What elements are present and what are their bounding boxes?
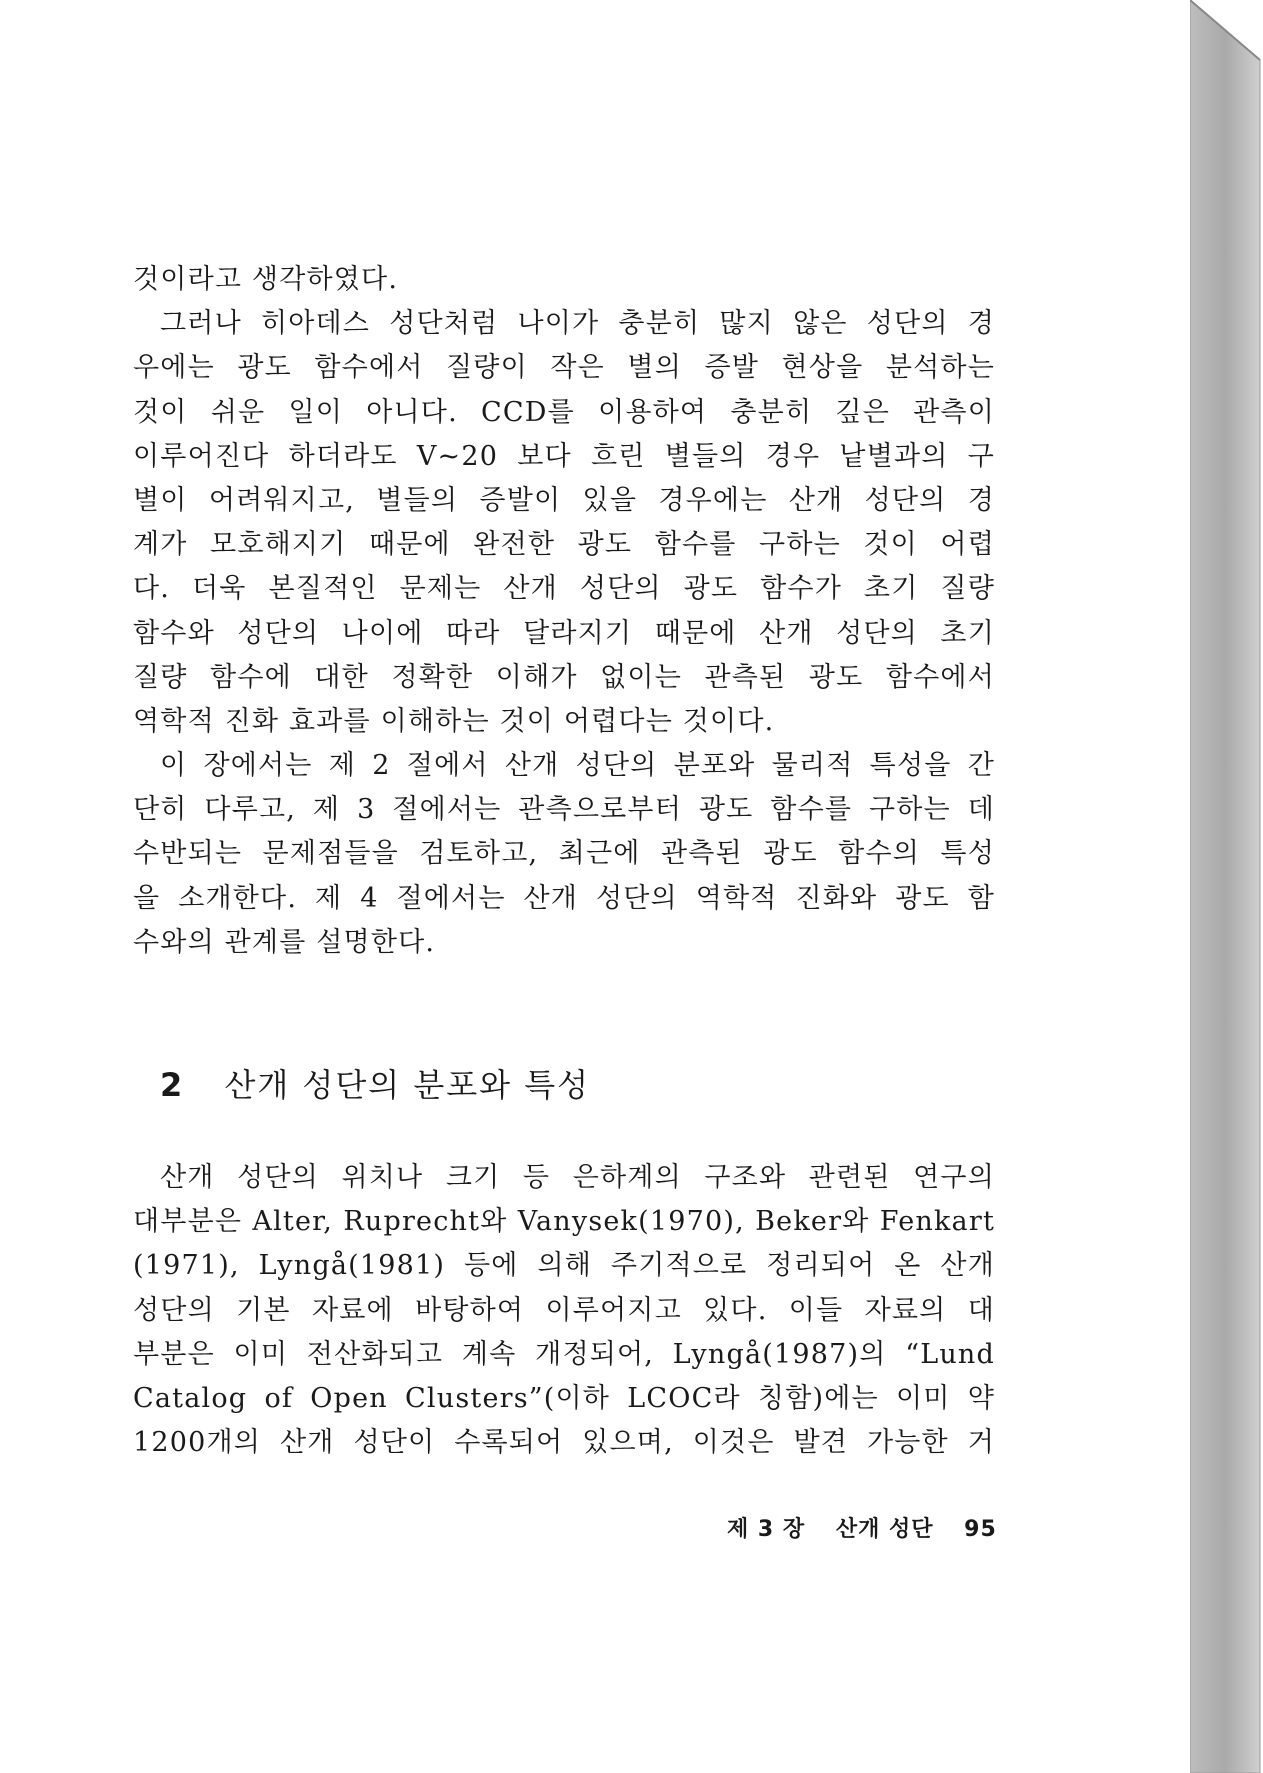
footer-chapter-title: 산개 성단 (835, 1517, 934, 1542)
text-line: 부분은 이미 전산화되고 계속 개정되어, Lyngå(1987)의 “Lund (133, 1338, 995, 1370)
text-line: 우에는 광도 함수에서 질량이 작은 별의 증발 현상을 분석하는 (133, 352, 995, 384)
footer-chapter: 제 3 장 (727, 1517, 806, 1542)
text-line: 을 소개한다. 제 4 절에서는 산개 성단의 역학적 진화와 광도 함 (133, 882, 995, 914)
book-edge-graphic (1190, 0, 1263, 1773)
body-text-top (133, 258, 995, 965)
paragraph (133, 302, 995, 744)
text-line: 이 장에서는 제 2 절에서 산개 성단의 분포와 물리적 특성을 간 (160, 750, 995, 782)
body-text-bottom (133, 1156, 995, 1465)
book-edge-shading (1190, 0, 1263, 1773)
paragraph (133, 744, 995, 965)
text-line: 산개 성단의 위치나 크기 등 은하계의 구조와 관련된 연구의 (160, 1162, 995, 1193)
text-line: 다. 더욱 본질적인 문제는 산개 성단의 광도 함수가 초기 질량 (133, 573, 995, 605)
text-line: 그러나 히아데스 성단처럼 나이가 충분히 많지 않은 성단의 경 (160, 308, 995, 340)
text-line: 것이라고 생각하였다. (133, 264, 399, 295)
text-line: 별이 어려워지고, 별들의 증발이 있을 경우에는 산개 성단의 경 (133, 484, 995, 516)
text-line: 함수와 성단의 나이에 따라 달라지기 때문에 산개 성단의 초기 (133, 617, 995, 649)
text-line: 단히 다루고, 제 3 절에서는 관측으로부터 광도 함수를 구하는 데 (133, 794, 995, 826)
paragraph (133, 258, 995, 302)
text-line: 대부분은 Alter, Ruprecht와 Vanysek(1970), Beker와 Fenkart (133, 1206, 995, 1238)
text-line: 1200개의 산개 성단이 수록되어 있으며, 이것은 발견 가능한 거 (133, 1427, 995, 1459)
page-footer (727, 1512, 997, 1543)
text-line: 계가 모호해지기 때문에 완전한 광도 함수를 구하는 것이 어렵 (133, 529, 995, 561)
text-line: Catalog of Open Clusters”(이하 LCOC라 칭함)에는 이미 약 (133, 1382, 995, 1414)
text-line: 수반되는 문제점들을 검토하고, 최근에 관측된 광도 함수의 특성 (133, 838, 995, 870)
section-heading (160, 1060, 590, 1106)
text-line: 질량 함수에 대한 정확한 이해가 없이는 관측된 광도 함수에서 (133, 661, 995, 693)
text-line: 것이 쉬운 일이 아니다. CCD를 이용하여 충분히 깊은 관측이 (133, 396, 995, 428)
text-line: 이루어진다 하더라도 V~20 보다 흐린 별들의 경우 낱별과의 구 (133, 440, 995, 472)
text-line: 수와의 관계를 설명한다. (133, 926, 436, 958)
section-number: 2 (160, 1066, 185, 1104)
text-line: 성단의 기본 자료에 바탕하여 이루어지고 있다. 이들 자료의 대 (133, 1294, 995, 1326)
text-line: 역학적 진화 효과를 이해하는 것이 어렵다는 것이다. (133, 705, 775, 737)
paragraph (133, 1156, 995, 1465)
section-title: 산개 성단의 분포와 특성 (224, 1066, 591, 1104)
page-number: 95 (964, 1517, 997, 1542)
text-line: (1971), Lyngå(1981) 등에 의해 주기적으로 정리되어 온 산개 (133, 1250, 995, 1282)
